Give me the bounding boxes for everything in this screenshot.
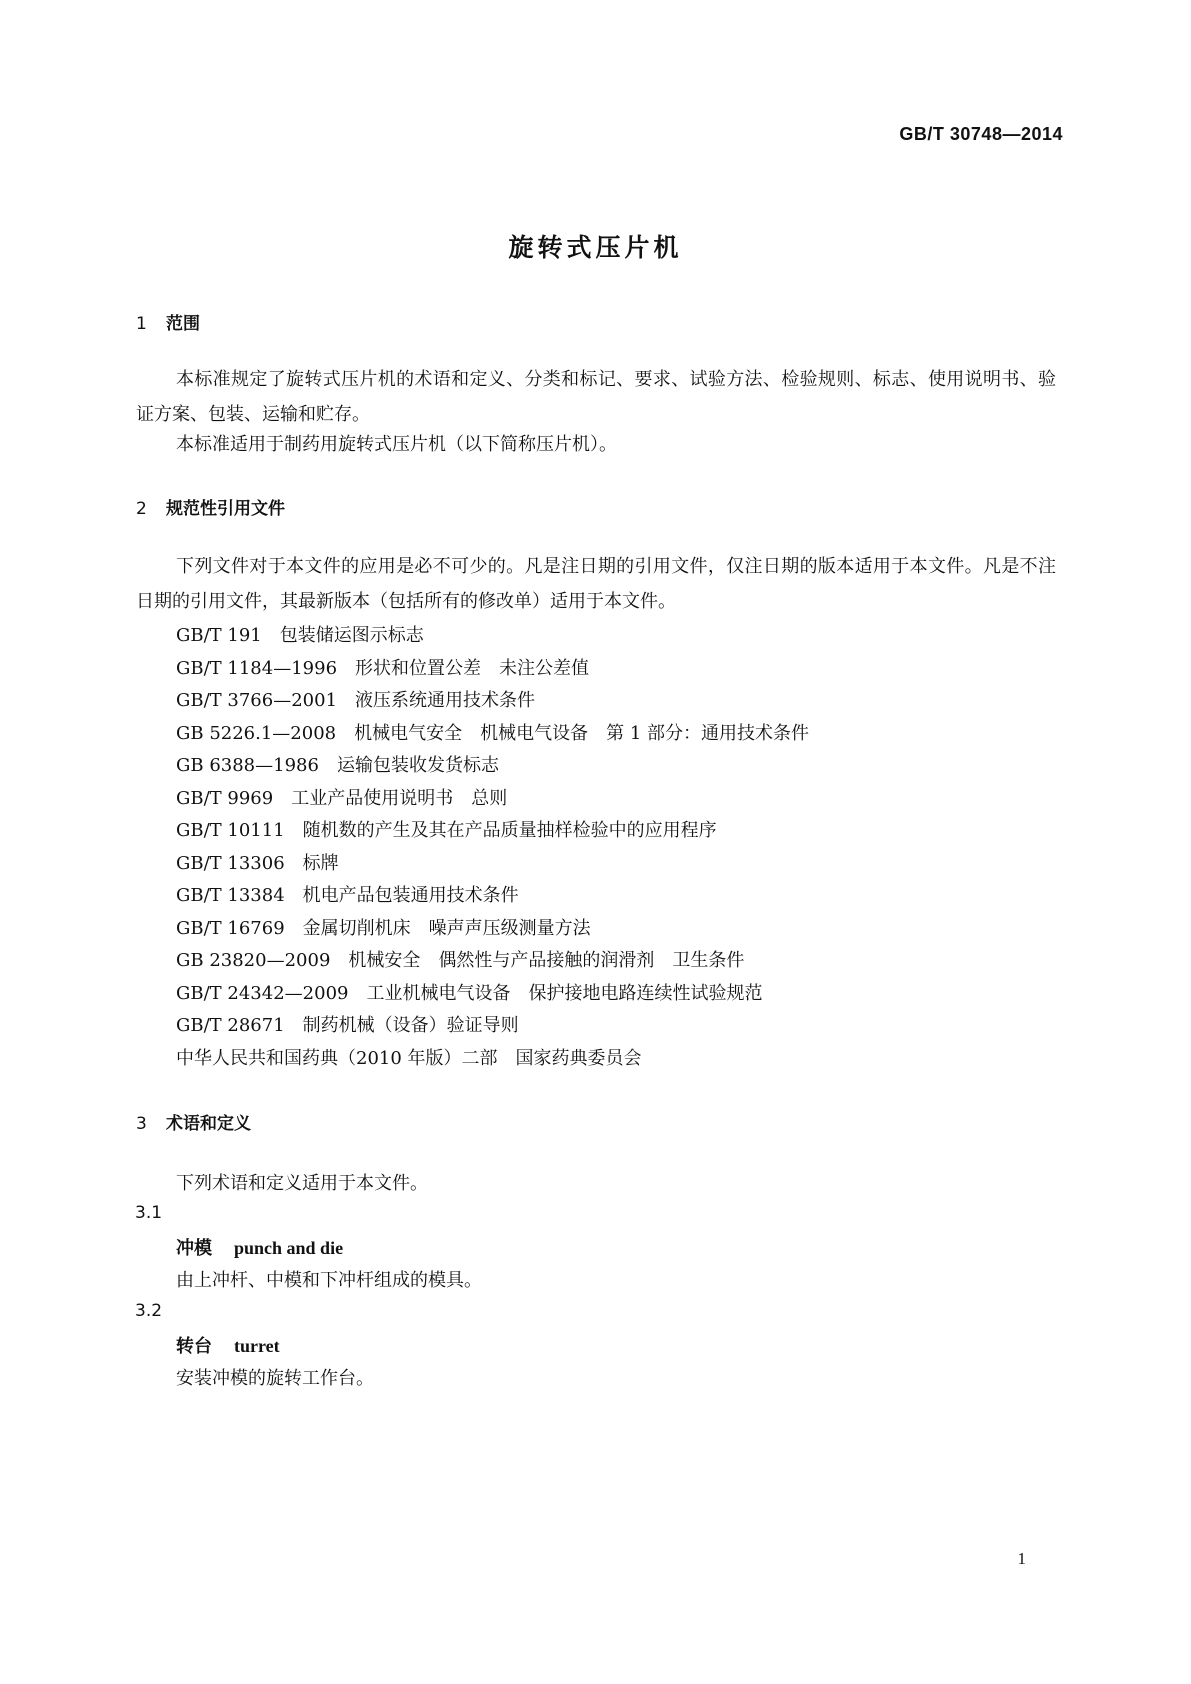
reference-item: GB/T 13384 机电产品包装通用技术条件	[176, 885, 519, 906]
reference-item: GB/T 24342—2009 工业机械电气设备 保护接地电路连续性试验规范	[176, 983, 763, 1004]
section-1-heading	[136, 309, 200, 334]
section-3-heading	[136, 1109, 251, 1134]
reference-item: GB/T 1184—1996 形状和位置公差 未注公差值	[176, 658, 590, 679]
section-title: 术语和定义	[166, 1114, 251, 1134]
section-1-paragraph-applicability: 本标准适用于制药用旋转式压片机（以下简称压片机）。	[176, 434, 617, 455]
term-number: 3.2	[135, 1301, 163, 1321]
section-title: 范围	[166, 314, 200, 334]
section-2-heading	[136, 494, 285, 519]
section-2-intro: 下列文件对于本文件的应用是必不可少的。凡是注日期的引用文件，仅注日期的版本适用于本文件。凡是不注日期的引用文件，其最新版本（包括所有的修改单）适用于本文件。	[136, 556, 1056, 612]
document-title: 旋转式压片机	[508, 233, 683, 262]
reference-item: GB/T 191 包装储运图示标志	[176, 625, 424, 646]
reference-item: GB/T 13306 标牌	[176, 853, 339, 874]
reference-item: GB/T 9969 工业产品使用说明书 总则	[176, 788, 508, 809]
term-definition: 由上冲杆、中模和下冲杆组成的模具。	[176, 1270, 482, 1291]
term-name-zh: 转台	[176, 1336, 212, 1357]
section-number: 1	[136, 314, 147, 334]
reference-item: GB/T 10111 随机数的产生及其在产品质量抽样检验中的应用程序	[176, 820, 717, 841]
term-name	[176, 1332, 280, 1358]
section-1-paragraph-scope: 本标准规定了旋转式压片机的术语和定义、分类和标记、要求、试验方法、检验规则、标志、使用说明书、验证方案、包装、运输和贮存。	[136, 369, 1056, 425]
reference-item: GB 23820—2009 机械安全 偶然性与产品接触的润滑剂 卫生条件	[176, 950, 745, 971]
standard-code: GB/T 30748—2014	[899, 124, 1063, 144]
term-definition: 安装冲模的旋转工作台。	[176, 1368, 374, 1389]
term-name-en: punch and die	[234, 1238, 344, 1258]
reference-item: 中华人民共和国药典（2010 年版）二部 国家药典委员会	[176, 1048, 642, 1069]
term-name-en: turret	[234, 1336, 280, 1356]
section-number: 3	[136, 1114, 147, 1134]
section-3-intro: 下列术语和定义适用于本文件。	[176, 1173, 428, 1194]
reference-item: GB/T 28671 制药机械（设备）验证导则	[176, 1015, 519, 1036]
term-name-zh: 冲模	[176, 1238, 212, 1259]
reference-item: GB 5226.1—2008 机械电气安全 机械电气设备 第 1 部分：通用技术条件	[176, 723, 810, 744]
section-number: 2	[136, 499, 147, 519]
reference-item: GB/T 3766—2001 液压系统通用技术条件	[176, 690, 536, 711]
page-number: 1	[1017, 1549, 1026, 1568]
section-title: 规范性引用文件	[166, 499, 285, 519]
reference-item: GB 6388—1986 运输包装收发货标志	[176, 755, 499, 776]
term-name	[176, 1234, 343, 1260]
reference-item: GB/T 16769 金属切削机床 噪声声压级测量方法	[176, 918, 591, 939]
term-number: 3.1	[135, 1203, 163, 1223]
